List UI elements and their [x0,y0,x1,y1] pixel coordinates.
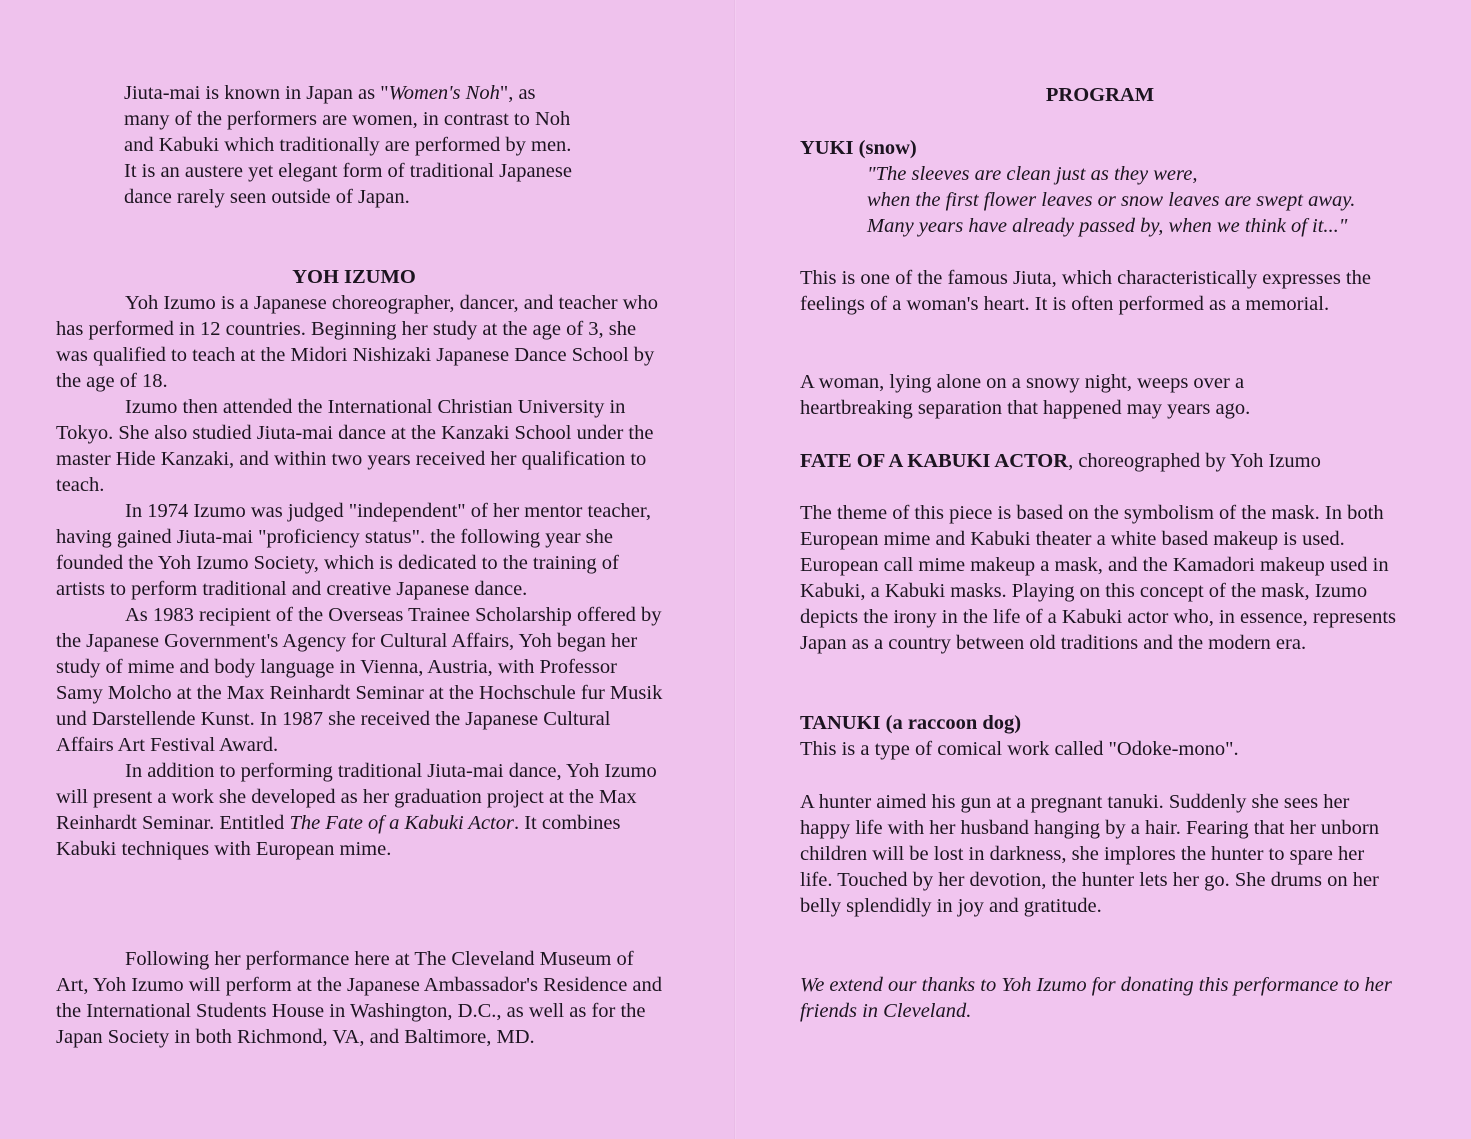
yuki-title: YUKI (snow) [800,137,917,159]
thanks-note: We extend our thanks to Yoh Izumo for donating this performance to her friends in Cleveland. [800,974,1392,1022]
intro-paragraph [124,80,584,210]
yuki-poem [867,161,1467,239]
bio-heading: YOH IZUMO [292,266,416,288]
yuki-description: This is one of the famous Jiuta, which characteristically expresses the feelings of a woman's heart. It is often performed as a memorial. [800,267,1371,315]
bio-paragraph: Izumo then attended the International Christian University in Tokyo. She also studied Jiuta-mai dance at the Kanzaki School under the master Hide Kanzaki, and within two years received her qualification to teach. [56,396,654,496]
bio-body [56,290,666,862]
right-page [736,0,1471,1139]
tanuki-story: A hunter aimed his gun at a pregnant tanuki. Suddenly she sees her happy life with her husband hanging by a hair. Fearing that her unborn children will be lost in darkness, she implores the hunter to spare her life. Touched by her devotion, the hunter lets her go. She drums on her belly splendidly in joy and gratitude. [800,791,1379,917]
intro-text-end: ", as many of the performers are women, in contrast to Noh and Kabuki which traditionally are performed by men. It is an austere yet elegant form of traditional Japanese dance rarely seen outside of Japan. [124,82,572,208]
program-heading: PROGRAM [1045,84,1155,106]
fate-title-line [800,448,1440,474]
intro-text: Jiuta-mai is known in Japan as " [124,82,389,104]
fate-subtitle: , choreographed by Yoh Izumo [1068,450,1321,472]
fate-description: The theme of this piece is based on the symbolism of the mask. In both European mime and Kabuki theater a white based makeup is used. European call mime makeup a mask, and the Kamadori makeup used in Kabuki, a Kabuki masks. Playing on this concept of the mask, Izumo depicts the irony in the life of a Kabuki actor who, in essence, represents Japan as a country between old traditions and the modern era. [800,502,1397,654]
tanuki-description: This is a type of comical work called "Odoke-mono". [800,738,1239,760]
bio-paragraph: As 1983 recipient of the Overseas Trainee Scholarship offered by the Japanese Government's Agency for Cultural Affairs, Yoh began her study of mime and body language in Vienna, Austria, with Professor Samy Molcho at the Max Reinhardt Seminar at the Hochschule fur Musik und Darstellende Kunst. In 1987 she received the Japanese Cultural Affairs Art Festival Award. [56,604,663,756]
tanuki-title: TANUKI (a raccoon dog) [800,712,1022,734]
bio-paragraph: Yoh Izumo is a Japanese choreographer, dancer, and teacher who has performed in 12 countries. Beginning her study at the age of 3, she was qualified to teach at the Midori Nishizaki Japanese Dance School by the age of 18. [56,292,659,392]
poem-line: Many years have already passed by, when we think of it..." [867,215,1348,237]
bio-closing-paragraph: Following her performance here at The Cleveland Museum of Art, Yoh Izumo will perform at the Japanese Ambassador's Residence and the International Students House in Washington, D.C., as well as for the Japan Society in both Richmond, VA, and Baltimore, MD. [56,948,663,1048]
bio-paragraph: In addition to performing traditional Jiuta-mai dance, Yoh Izumo will present a work she developed as her graduation project at the Max Reinhardt Seminar. Entitled The Fate of a Kabuki Actor. It combines Kabuki techniques with European mime. [56,760,657,860]
bio-paragraph: In 1974 Izumo was judged "independent" of her mentor teacher, having gained Jiuta-mai "proficiency status". the following year she founded the Yoh Izumo Society, which is dedicated to the training of artists to perform traditional and creative Japanese dance. [56,500,651,600]
work-title: The Fate of a Kabuki Actor [289,812,514,834]
intro-emphasis: Women's Noh [388,82,500,104]
yuki-story: A woman, lying alone on a snowy night, weeps over a heartbreaking separation that happened may years ago. [800,371,1251,419]
poem-line: "The sleeves are clean just as they were, [867,163,1198,185]
poem-line: when the first flower leaves or snow leaves are swept away. [867,189,1356,211]
fate-title: FATE OF A KABUKI ACTOR [800,450,1069,472]
